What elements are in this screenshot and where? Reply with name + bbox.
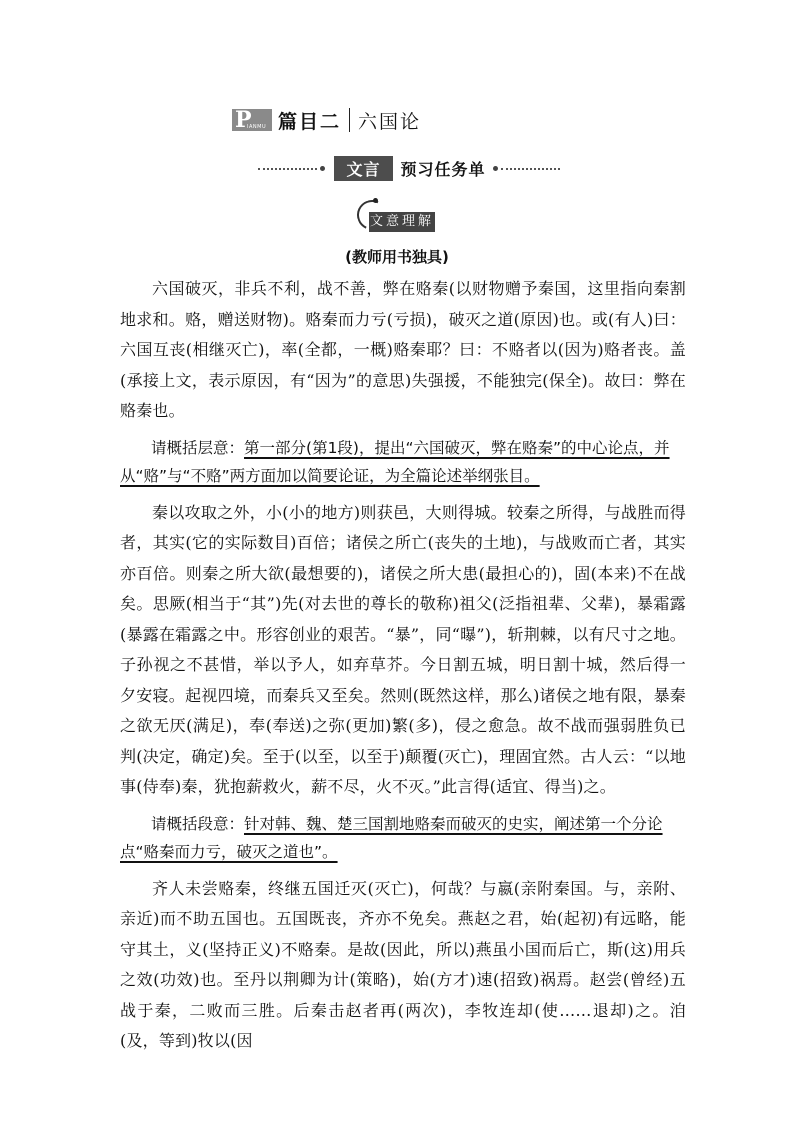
left-dotted-line <box>258 168 317 170</box>
page-header <box>232 107 421 133</box>
main-content <box>120 274 686 1064</box>
logo-letter: P <box>235 107 252 133</box>
bullet-dot-icon <box>493 166 498 171</box>
logo-subtext: IANMU <box>247 124 267 130</box>
chapter-logo <box>232 109 272 131</box>
summary-prompt: 请概括段意： <box>151 814 245 833</box>
dot-decoration-icon <box>373 198 378 203</box>
bullet-dot-icon <box>320 166 325 171</box>
section-badge-label: 文意理解 <box>369 212 435 232</box>
summary-block-1 <box>120 434 686 490</box>
summary-block-2 <box>120 810 686 866</box>
task-label: 预习任务单 <box>400 159 486 179</box>
text-paragraph-2: 秦以攻取之外，小(小的地方)则获邑，大则得城。较秦之所得，与战胜而得者，其实(它的实际数目)百倍；诸侯之所亡(丧失的土地)，与战败而亡者，其实亦百倍。则秦之所大欲(最想要的)，诸侯之所大患(最担心的)，固(本来)不在战矣。思厥(相当于“其”)先(对去世的尊长的敬称)祖父(泛指祖辈、父辈)，暴霜露(暴露在霜露之中。形容创业的艰苦。“暴”，同“曝”)，斩荆棘，以有尺寸之地。子孙视之不甚惜，举以予人，如弃草芥。今日割五城，明日割十城，然后得一夕安寝。起视四境，而秦兵又至矣。然则(既然这样，那么)诸侯之地有限，暴秦之欲无厌(满足)，奉(奉送)之弥(更加)繁(多)，侵之愈急。故不战而强弱胜负已判(决定，确定)矣。至于(以至，以至于)颠覆(灭亡)，理固宜然。古人云：“以地事(侍奉)秦，犹抱薪救火，薪不尽，火不灭。”此言得(适宜、得当)之。 <box>120 502 686 796</box>
teacher-note: (教师用书独具) <box>345 248 449 266</box>
text-paragraph-3: 齐人未尝赂秦，终继五国迁灭(灭亡)，何哉？与嬴(亲附秦国。与，亲附、亲近)而不助五国也。五国既丧，齐亦不免矣。燕赵之君，始(起初)有远略，能守其土，义(坚持正义)不赂秦。是故(因此，所以)燕虽小国而后亡，斯(这)用兵之效(功效)也。至丹以荆卿为计(策略)，始(方才)速(招致)祸焉。赵尝(曾经)五战于秦，二败而三胜。后秦击赵者再(两次)，李牧连却(使……退却)之。洎(及，等到)牧以(因 <box>120 878 686 1050</box>
lesson-title: 六国论 <box>358 110 422 133</box>
summary-answer: 第一部分(第1段)，提出“六国破灭，弊在赂秦”的中心论点，并从“赂”与“不赂”两方面加以简要论证，为全篇论述举纲张目。 <box>120 438 670 485</box>
right-dotted-line <box>501 168 560 170</box>
summary-answer: 针对韩、魏、楚三国割地赂秦而破灭的史实，阐述第一个分论点“赂秦而力亏，破灭之道也”。 <box>120 814 663 861</box>
classical-chinese-tag: 文言 <box>334 156 392 181</box>
chapter-title: 篇目二 <box>278 110 342 133</box>
section-badge <box>355 200 437 234</box>
title-divider <box>349 108 350 132</box>
text-paragraph-1: 六国破灭，非兵不利，战不善，弊在赂秦(以财物赠予秦国，这里指向秦割地求和。赂，赠送财物)。赂秦而力亏(亏损)，破灭之道(原因)也。或(有人)曰：六国互丧(相继灭亡)，率(全都，一概)赂秦耶？曰：不赂者以(因为)赂者丧。盖(承接上文，表示原因，有“因为”的意思)失强援，不能独完(保全)。故曰：弊在赂秦也。 <box>120 279 686 420</box>
summary-prompt: 请概括层意： <box>151 438 245 457</box>
preview-task-bar <box>258 156 560 180</box>
